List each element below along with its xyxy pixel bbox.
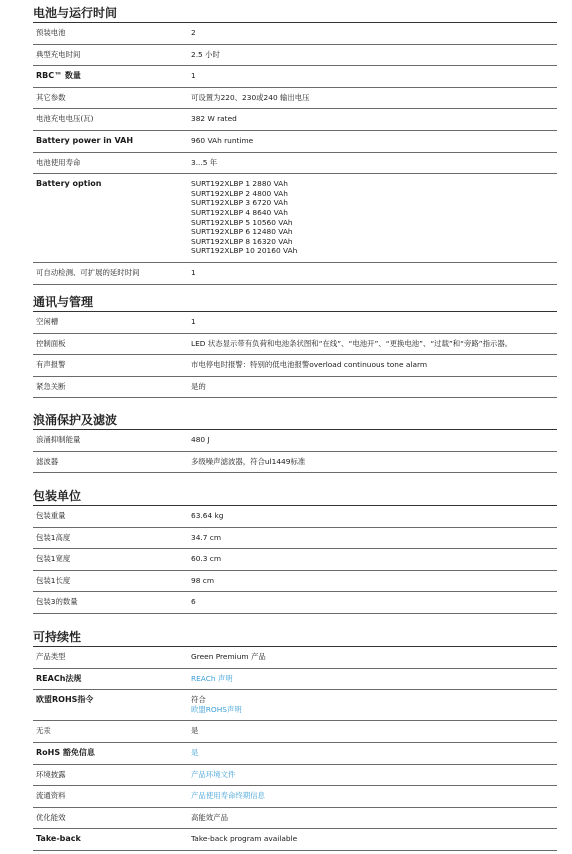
spec-value-line: Green Premium 产品 xyxy=(191,652,266,661)
spec-label: 包装3的数量 xyxy=(36,597,78,607)
spec-row xyxy=(33,45,557,67)
spec-row xyxy=(33,452,557,474)
spec-label: 包装1长度 xyxy=(36,575,71,585)
spec-row xyxy=(33,647,557,669)
spec-label: 有声报警 xyxy=(36,360,66,370)
spec-row xyxy=(33,549,557,571)
spec-value-line: SURT192XLBP 2 4800 VAh xyxy=(191,188,288,198)
spec-value xyxy=(189,334,557,355)
section-title: 可持续性 xyxy=(33,628,557,647)
section-title: 通讯与管理 xyxy=(33,293,557,312)
spec-label: Take-back xyxy=(36,834,81,844)
spec-value xyxy=(189,765,557,786)
spec-value xyxy=(189,592,557,613)
spec-value xyxy=(189,66,557,87)
spec-value xyxy=(189,571,557,592)
spec-value-line: 3...5 年 xyxy=(191,157,218,167)
spec-row xyxy=(33,263,557,285)
spec-value xyxy=(189,506,557,527)
spec-value xyxy=(189,452,557,473)
spec-value xyxy=(189,88,557,109)
spec-row xyxy=(33,765,557,787)
spec-row xyxy=(33,88,557,110)
spec-row xyxy=(33,153,557,175)
spec-row xyxy=(33,506,557,528)
spec-label: 控制面板 xyxy=(36,338,66,348)
spec-value-line: 符合 xyxy=(191,695,206,705)
spec-value xyxy=(189,355,557,376)
spec-value xyxy=(189,377,557,398)
spec-label: 包装1高度 xyxy=(36,532,71,542)
spec-label: 预装电池 xyxy=(36,28,66,37)
spec-row xyxy=(33,23,557,45)
spec-label: 产品类型 xyxy=(36,652,66,661)
spec-section xyxy=(33,405,557,473)
spec-value xyxy=(189,549,557,570)
spec-value xyxy=(189,669,557,690)
spec-row xyxy=(33,829,557,851)
spec-label: 流通资料 xyxy=(36,791,66,801)
spec-value-link[interactable]: 产品环境文件 xyxy=(191,769,236,779)
spec-value-line: 63.64 kg xyxy=(191,511,224,520)
spec-value-link[interactable]: 产品使用寿命终期信息 xyxy=(191,791,265,801)
spec-label: 环境披露 xyxy=(36,769,66,779)
spec-row xyxy=(33,808,557,830)
spec-value xyxy=(189,174,557,262)
spec-label: 典型充电时间 xyxy=(36,49,81,59)
spec-value-line: 1 xyxy=(191,317,196,326)
spec-label: Battery option xyxy=(36,179,102,189)
section-title: 浪涌保护及滤波 xyxy=(33,411,557,430)
spec-value xyxy=(189,829,557,850)
spec-value-line: 6 xyxy=(191,597,196,607)
spec-value-line: SURT192XLBP 1 2880 VAh xyxy=(191,179,288,189)
spec-value xyxy=(189,721,557,742)
spec-row xyxy=(33,66,557,88)
spec-value-link[interactable]: REACh 声明 xyxy=(191,673,233,683)
spec-label: 紧急关断 xyxy=(36,381,66,391)
spec-label: 其它参数 xyxy=(36,92,66,102)
spec-section xyxy=(33,622,557,851)
spec-section xyxy=(33,287,557,398)
spec-row xyxy=(33,743,557,765)
spec-value-line: 多级噪声滤波器，符合ul1449标准 xyxy=(191,456,306,466)
spec-row xyxy=(33,690,557,721)
spec-row xyxy=(33,571,557,593)
spec-value xyxy=(189,743,557,764)
spec-value-line: 98 cm xyxy=(191,575,215,585)
spec-label: 电池充电电压(瓦) xyxy=(36,114,94,124)
spec-row xyxy=(33,109,557,131)
spec-value-line: 可设置为220、230或240 输出电压 xyxy=(191,92,310,102)
spec-label: 优化能效 xyxy=(36,812,66,822)
spec-label: 欧盟ROHS指令 xyxy=(36,695,94,705)
spec-value xyxy=(189,430,557,451)
spec-row xyxy=(33,312,557,334)
spec-value-line: 34.7 cm xyxy=(191,532,222,542)
spec-value-line: SURT192XLBP 10 20160 VAh xyxy=(191,246,298,256)
spec-value xyxy=(189,312,557,333)
spec-value-line: SURT192XLBP 6 12480 VAh xyxy=(191,227,293,237)
spec-value-line: LED 状态显示带有负荷和电池条状图和“在线”、“电池开”、“更换电池”、“过载”和“旁路”指示器。 xyxy=(191,338,513,348)
section-title: 电池与运行时间 xyxy=(33,4,557,23)
spec-label: Battery power in VAH xyxy=(36,135,134,145)
spec-value xyxy=(189,153,557,174)
spec-value xyxy=(189,23,557,44)
spec-row xyxy=(33,592,557,614)
spec-row xyxy=(33,174,557,263)
spec-value xyxy=(189,786,557,807)
spec-value-link[interactable]: 欧盟ROHS声明 xyxy=(191,704,242,714)
spec-value-line: 是的 xyxy=(191,381,206,391)
spec-label: 空闲槽 xyxy=(36,317,59,326)
spec-value-line: 2.5 小时 xyxy=(191,49,220,59)
spec-value-line: 480 J xyxy=(191,435,210,444)
spec-value-line: 960 VAh runtime xyxy=(191,135,254,145)
spec-value-line: SURT192XLBP 8 16320 VAh xyxy=(191,236,293,246)
spec-value-line: 2 xyxy=(191,28,196,37)
spec-label: 包装1宽度 xyxy=(36,554,71,564)
spec-row xyxy=(33,528,557,550)
spec-label: 可自动检测、可扩展的延时时间 xyxy=(36,267,140,277)
spec-value xyxy=(189,45,557,66)
spec-value xyxy=(189,647,557,668)
spec-row xyxy=(33,131,557,153)
spec-value-line: 382 W rated xyxy=(191,114,237,124)
spec-value-line: SURT192XLBP 3 6720 VAh xyxy=(191,198,288,208)
spec-value xyxy=(189,690,557,720)
spec-value-line: 1 xyxy=(191,71,196,81)
spec-label: REACh法规 xyxy=(36,673,82,683)
spec-label: 电池使用寿命 xyxy=(36,157,81,167)
spec-value-link[interactable]: 是 xyxy=(191,747,199,757)
spec-value xyxy=(189,109,557,130)
spec-value-line: 高能效产品 xyxy=(191,812,228,822)
spec-value xyxy=(189,528,557,549)
spec-value-line: 60.3 cm xyxy=(191,554,222,564)
spec-label: 无汞 xyxy=(36,726,51,736)
spec-row xyxy=(33,430,557,452)
spec-value xyxy=(189,808,557,829)
spec-label: 包装重量 xyxy=(36,511,66,520)
spec-value-line: Take-back program available xyxy=(191,834,298,844)
spec-value-line: SURT192XLBP 5 10560 VAh xyxy=(191,217,293,227)
spec-label: 浪涌抑制能量 xyxy=(36,435,81,444)
spec-label: 滤波器 xyxy=(36,456,59,466)
spec-section xyxy=(33,0,557,285)
section-title: 包装单位 xyxy=(33,487,557,506)
spec-section xyxy=(33,481,557,614)
spec-label: RBC™ 数量 xyxy=(36,71,81,81)
spec-value-line: 市电停电时报警：特别的低电池报警overload continuous tone alarm xyxy=(191,360,428,370)
spec-row xyxy=(33,669,557,691)
spec-value-line: 1 xyxy=(191,267,196,277)
spec-row xyxy=(33,334,557,356)
spec-row xyxy=(33,786,557,808)
spec-value xyxy=(189,263,557,284)
spec-row xyxy=(33,721,557,743)
spec-row xyxy=(33,355,557,377)
spec-label: RoHS 豁免信息 xyxy=(36,747,95,757)
spec-value xyxy=(189,131,557,152)
spec-row xyxy=(33,377,557,399)
spec-value-line: SURT192XLBP 4 8640 VAh xyxy=(191,207,288,217)
spec-value-line: 是 xyxy=(191,726,199,736)
